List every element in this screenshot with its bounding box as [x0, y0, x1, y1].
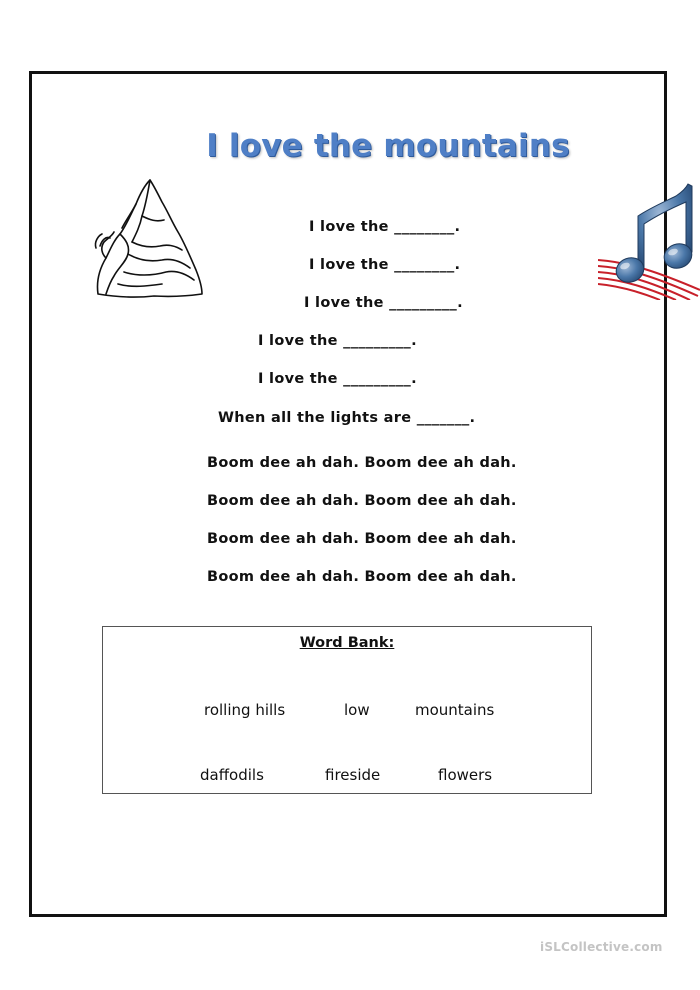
music-note-icon	[598, 180, 700, 300]
lyric-line-1: I love the ________.	[309, 219, 461, 235]
word-bank-title: Word Bank:	[299, 635, 395, 651]
chorus-line-4: Boom dee ah dah. Boom dee ah dah.	[207, 569, 517, 585]
word-bank-item: fireside	[325, 766, 381, 784]
word-bank-item: rolling hills	[204, 701, 286, 719]
lyric-line-6: When all the lights are _______.	[218, 410, 476, 426]
watermark: iSLCollective.com	[540, 940, 663, 954]
lyric-line-2: I love the ________.	[309, 257, 461, 273]
lyric-line-4: I love the _________.	[258, 333, 417, 349]
lyric-line-3: I love the _________.	[304, 295, 463, 311]
chorus-line-3: Boom dee ah dah. Boom dee ah dah.	[207, 531, 517, 547]
chorus-line-1: Boom dee ah dah. Boom dee ah dah.	[207, 455, 517, 471]
word-bank	[102, 626, 592, 794]
lyric-line-5: I love the _________.	[258, 371, 417, 387]
chorus-line-2: Boom dee ah dah. Boom dee ah dah.	[207, 493, 517, 509]
word-bank-item: flowers	[438, 766, 493, 784]
word-bank-item: low	[344, 701, 370, 719]
word-bank-item: mountains	[415, 701, 495, 719]
word-bank-item: daffodils	[200, 766, 264, 784]
page-title: I love the mountains	[206, 128, 570, 164]
mountain-icon	[92, 176, 204, 300]
